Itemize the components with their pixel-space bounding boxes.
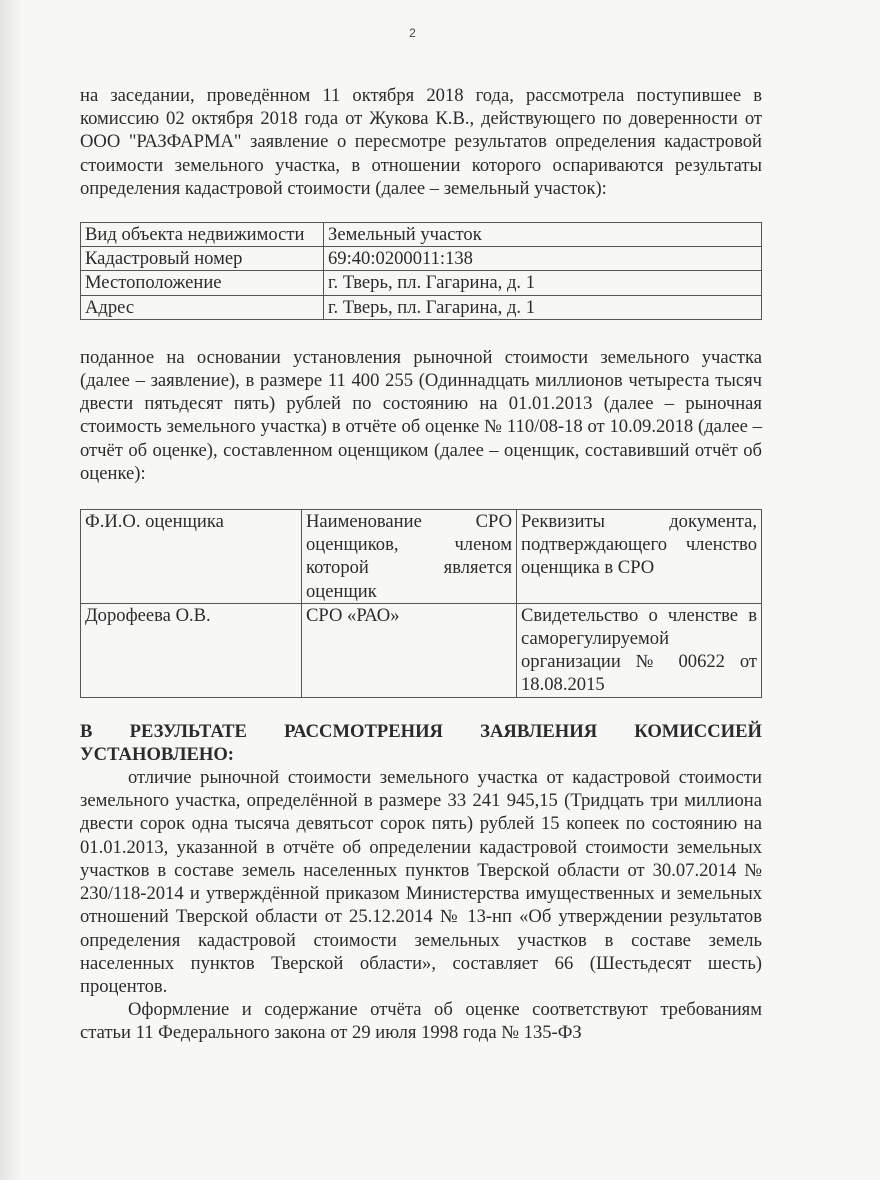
header-membership-doc: Реквизиты документа, подтверждающего членство оценщика в СРО xyxy=(517,510,762,604)
property-value: 69:40:0200011:138 xyxy=(324,247,762,271)
market-value-paragraph: поданное на основании установления рыночной стоимости земельного участка (далее – заявление), в размере 11 400 255 (Одиннадцать миллионов четыреста тысяч двести пятьдесят пять) рублей по состоянию на 01.01.2013 (далее – рыночная стоимость земельного участка) в отчёте об оценке № 110/08-18 от 10.09.2018 (далее – отчёт об оценке), составленном оценщиком (далее – оценщик, составивший отчёт об оценке): xyxy=(80,346,762,484)
table-row xyxy=(81,271,762,295)
header-sro-name: Наименование СРО оценщиков, членом которой является оценщик xyxy=(302,510,517,604)
property-table xyxy=(80,222,762,320)
document-body xyxy=(80,84,762,1045)
table-row xyxy=(81,223,762,247)
result-paragraph: отличие рыночной стоимости земельного участка от кадастровой стоимости земельного участка, определённой в размере 33 241 945,15 (Тридцать три миллиона двести сорок одна тысяча девятьсот сорок пять) рублей 15 копеек по состоянию на 01.01.2013, указанной в отчёте об определении кадастровой стоимости земельных участков в составе земель населенных пунктов Тверской области от 30.07.2014 № 230/118-2014 и утверждённой приказом Министерства имущественных и земельных отношений Тверской области от 25.12.2014 № 13-нп «Об утверждении результатов определения кадастровой стоимости земельных участков в составе земель населенных пунктов Тверской области», составляет 66 (Шестьдесят шесть) процентов. xyxy=(80,767,762,997)
scan-edge-shadow xyxy=(0,0,22,1180)
final-paragraph: Оформление и содержание отчёта об оценке соответствуют требованиям статьи 11 Федерального закона от 29 июля 1998 года № 135-ФЗ xyxy=(80,999,762,1044)
result-heading: В РЕЗУЛЬТАТЕ РАССМОТРЕНИЯ ЗАЯВЛЕНИЯ КОМИССИЕЙ УСТАНОВЛЕНО: xyxy=(80,720,762,765)
appraiser-table xyxy=(80,509,762,698)
table-row xyxy=(81,603,762,697)
table-header-row xyxy=(81,510,762,604)
page-number: 2 xyxy=(409,26,416,40)
sro-name: СРО «РАО» xyxy=(302,603,517,697)
table-row xyxy=(81,247,762,271)
property-label: Кадастровый номер xyxy=(81,247,324,271)
property-label: Вид объекта недвижимости xyxy=(81,223,324,247)
property-value: г. Тверь, пл. Гагарина, д. 1 xyxy=(324,295,762,319)
appraiser-name: Дорофеева О.В. xyxy=(81,603,302,697)
property-label: Адрес xyxy=(81,295,324,319)
property-label: Местоположение xyxy=(81,271,324,295)
header-appraiser-name: Ф.И.О. оценщика xyxy=(81,510,302,604)
table-row xyxy=(81,295,762,319)
property-value: г. Тверь, пл. Гагарина, д. 1 xyxy=(324,271,762,295)
property-value: Земельный участок xyxy=(324,223,762,247)
membership-doc: Свидетельство о членстве в саморегулируемой организации № 00622 от 18.08.2015 xyxy=(517,603,762,697)
intro-paragraph: на заседании, проведённом 11 октября 2018 года, рассмотрела поступившее в комиссию 02 октября 2018 года от Жукова К.В., действующего по доверенности от ООО "РАЗФАРМА" заявление о пересмотре результатов определения кадастровой стоимости земельного участка, в отношении которого оспариваются результаты определения кадастровой стоимости (далее – земельный участок): xyxy=(80,85,762,199)
